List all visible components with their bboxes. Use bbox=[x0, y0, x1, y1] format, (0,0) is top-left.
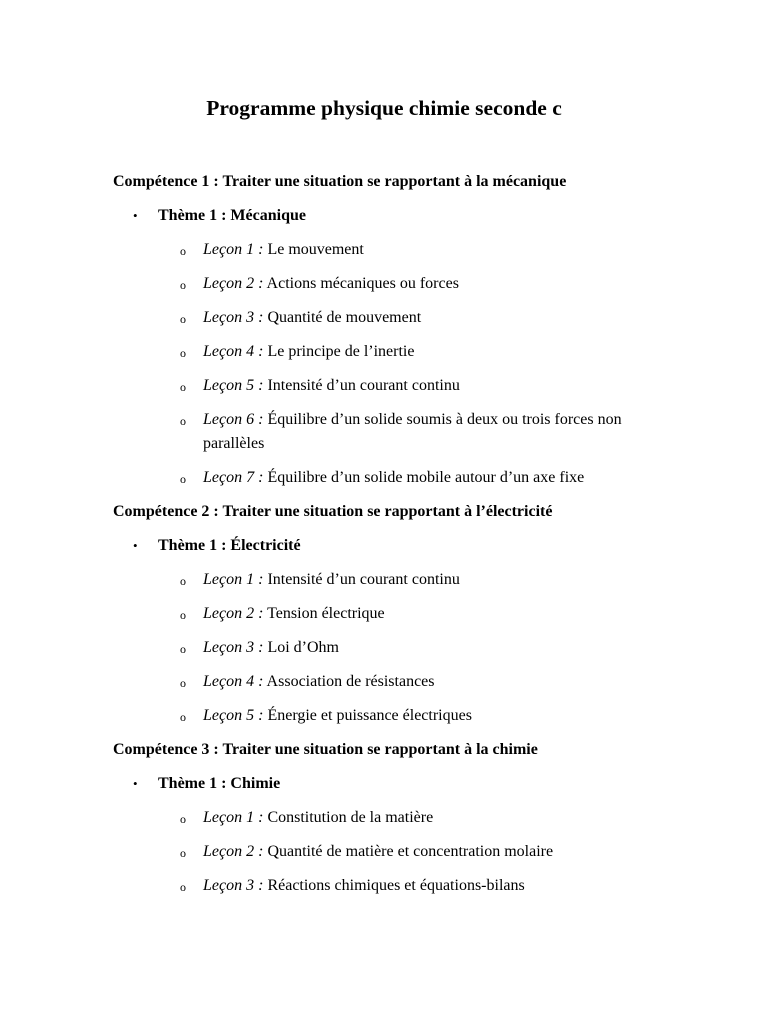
competence-heading: Compétence 1 : Traiter une situation se rapportant à la mécanique bbox=[113, 173, 567, 190]
lesson-label: Leçon 1 : bbox=[203, 809, 264, 826]
lesson-label: Leçon 1 : bbox=[203, 241, 264, 258]
lesson-text: Loi d’Ohm bbox=[263, 639, 339, 656]
lesson-text: Quantité de mouvement bbox=[263, 309, 422, 326]
lesson-text: Actions mécaniques ou forces bbox=[263, 275, 459, 292]
lesson-item bbox=[158, 408, 673, 456]
lesson-text: Équilibre d’un solide soumis à deux ou trois forces non parallèles bbox=[203, 411, 622, 452]
theme-heading: Thème 1 : Mécanique bbox=[158, 207, 306, 224]
lesson-text: Intensité d’un courant continu bbox=[263, 571, 460, 588]
lesson-bullet-icon: o bbox=[180, 472, 186, 486]
lesson-list bbox=[158, 568, 673, 728]
lesson-label: Leçon 2 : bbox=[203, 275, 264, 292]
lesson-bullet-icon: o bbox=[180, 380, 186, 394]
document-content bbox=[113, 170, 673, 908]
theme-list bbox=[113, 772, 673, 898]
lesson-label: Leçon 1 : bbox=[203, 571, 264, 588]
lesson-bullet-icon: o bbox=[180, 676, 186, 690]
competence-section bbox=[113, 738, 673, 898]
competence-heading: Compétence 2 : Traiter une situation se rapportant à l’électricité bbox=[113, 503, 553, 520]
lesson-item bbox=[158, 636, 673, 660]
lesson-label: Leçon 4 : bbox=[203, 343, 264, 360]
lesson-bullet-icon: o bbox=[180, 812, 186, 826]
lesson-label: Leçon 7 : bbox=[203, 469, 264, 486]
theme-heading: Thème 1 : Électricité bbox=[158, 537, 301, 554]
lesson-bullet-icon: o bbox=[180, 312, 186, 326]
lesson-label: Leçon 4 : bbox=[203, 673, 264, 690]
lesson-list bbox=[158, 238, 673, 490]
lesson-item bbox=[158, 806, 673, 830]
lesson-bullet-icon: o bbox=[180, 608, 186, 622]
theme-item bbox=[113, 772, 673, 898]
lesson-text: Le principe de l’inertie bbox=[263, 343, 415, 360]
competence-section bbox=[113, 500, 673, 728]
lesson-item bbox=[158, 602, 673, 626]
lesson-item bbox=[158, 466, 673, 490]
lesson-bullet-icon: o bbox=[180, 574, 186, 588]
lesson-item bbox=[158, 874, 673, 898]
lesson-bullet-icon: o bbox=[180, 880, 186, 894]
lesson-list bbox=[158, 806, 673, 898]
lesson-item bbox=[158, 272, 673, 296]
lesson-text: Intensité d’un courant continu bbox=[263, 377, 460, 394]
lesson-label: Leçon 5 : bbox=[203, 707, 264, 724]
lesson-label: Leçon 6 : bbox=[203, 411, 264, 428]
page-title: Programme physique chimie seconde c bbox=[206, 96, 562, 120]
lesson-text: Réactions chimiques et équations-bilans bbox=[263, 877, 525, 894]
lesson-label: Leçon 2 : bbox=[203, 605, 264, 622]
lesson-label: Leçon 3 : bbox=[203, 877, 264, 894]
lesson-item bbox=[158, 340, 673, 364]
lesson-bullet-icon: o bbox=[180, 642, 186, 656]
theme-item bbox=[113, 204, 673, 490]
lesson-item bbox=[158, 840, 673, 864]
lesson-bullet-icon: o bbox=[180, 244, 186, 258]
lesson-bullet-icon: o bbox=[180, 710, 186, 724]
lesson-text: Quantité de matière et concentration molaire bbox=[263, 843, 554, 860]
theme-heading: Thème 1 : Chimie bbox=[158, 775, 281, 792]
lesson-item bbox=[158, 568, 673, 592]
theme-list bbox=[113, 534, 673, 728]
lesson-text: Équilibre d’un solide mobile autour d’un axe fixe bbox=[263, 469, 585, 486]
lesson-label: Leçon 2 : bbox=[203, 843, 264, 860]
theme-bullet-icon: • bbox=[133, 208, 138, 223]
lesson-item bbox=[158, 374, 673, 398]
lesson-text: Tension électrique bbox=[263, 605, 385, 622]
competence-heading: Compétence 3 : Traiter une situation se rapportant à la chimie bbox=[113, 741, 538, 758]
lesson-bullet-icon: o bbox=[180, 346, 186, 360]
lesson-label: Leçon 5 : bbox=[203, 377, 264, 394]
lesson-item bbox=[158, 306, 673, 330]
lesson-bullet-icon: o bbox=[180, 278, 186, 292]
theme-bullet-icon: • bbox=[133, 538, 138, 553]
lesson-bullet-icon: o bbox=[180, 846, 186, 860]
lesson-text: Constitution de la matière bbox=[263, 809, 434, 826]
lesson-item bbox=[158, 704, 673, 728]
lesson-item bbox=[158, 670, 673, 694]
theme-item bbox=[113, 534, 673, 728]
lesson-text: Énergie et puissance électriques bbox=[263, 707, 472, 724]
lesson-label: Leçon 3 : bbox=[203, 309, 264, 326]
lesson-label: Leçon 3 : bbox=[203, 639, 264, 656]
lesson-text: Association de résistances bbox=[263, 673, 435, 690]
competence-section bbox=[113, 170, 673, 490]
lesson-bullet-icon: o bbox=[180, 414, 186, 428]
theme-list bbox=[113, 204, 673, 490]
theme-bullet-icon: • bbox=[133, 776, 138, 791]
lesson-item bbox=[158, 238, 673, 262]
lesson-text: Le mouvement bbox=[263, 241, 364, 258]
